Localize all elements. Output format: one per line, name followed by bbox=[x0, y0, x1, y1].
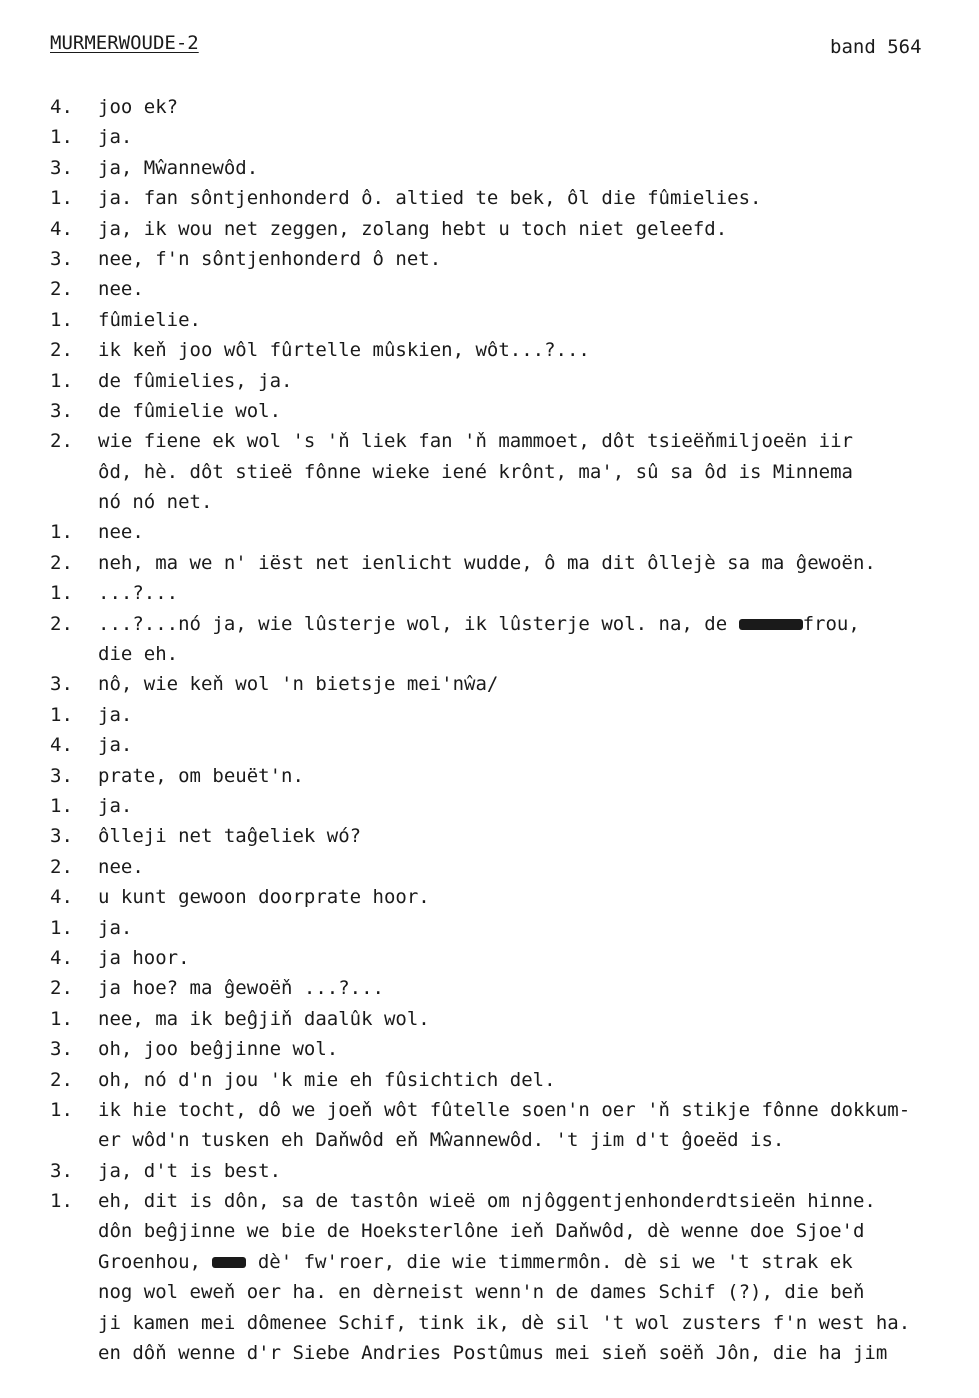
transcript-line bbox=[0, 913, 979, 943]
speaker-number: 3. bbox=[50, 399, 73, 422]
speaker-number: 3. bbox=[50, 673, 73, 696]
speaker-number: 1. bbox=[50, 582, 73, 605]
transcript-line bbox=[0, 1186, 979, 1216]
transcript-line bbox=[0, 1156, 979, 1186]
speaker-number: 4. bbox=[50, 734, 73, 757]
transcript-line bbox=[0, 1338, 979, 1368]
transcript-line bbox=[0, 1125, 979, 1155]
transcript-line bbox=[0, 457, 979, 487]
speaker-number: 1. bbox=[50, 369, 73, 392]
speaker-number: 3. bbox=[50, 156, 73, 179]
redaction-mark bbox=[212, 1257, 246, 1268]
transcript-line bbox=[0, 274, 979, 304]
line-text: ôd, hè. dôt stieë fônne wieke iené krônt, ma', sû sa ôd is Minnema bbox=[98, 460, 853, 483]
line-text: dôn beĝjinne we bie de Hoeksterlône ieň Daňwôd, dè wenne doe Sjoe'd bbox=[98, 1220, 865, 1243]
transcript-line bbox=[0, 122, 979, 152]
transcript-line bbox=[0, 426, 979, 456]
speaker-number: 4. bbox=[50, 96, 73, 118]
speaker-number: 1. bbox=[50, 703, 73, 726]
transcript-line bbox=[0, 1247, 979, 1277]
line-text: ja. bbox=[98, 126, 133, 149]
line-text: ja. fan sôntjenhonderd ô. altied te bek, ôl die fûmielies. bbox=[98, 187, 762, 210]
line-text: prate, om beuët'n. bbox=[98, 764, 304, 787]
line-text bbox=[98, 1247, 853, 1277]
speaker-number: 2. bbox=[50, 612, 73, 635]
transcript-line bbox=[0, 852, 979, 882]
transcript-line bbox=[0, 517, 979, 547]
speaker-number: 3. bbox=[50, 247, 73, 270]
line-text: ik hie tocht, dô we joeň wôt fûtelle soen'n oer 'ň stikje fônne dokkum- bbox=[98, 1098, 911, 1121]
speaker-number: 3. bbox=[50, 1038, 73, 1061]
transcript-line bbox=[0, 1277, 979, 1307]
band-number: band 564 bbox=[830, 36, 922, 58]
line-text: de fûmielies, ja. bbox=[98, 369, 293, 392]
transcript-line bbox=[0, 92, 979, 122]
speaker-number: 1. bbox=[50, 916, 73, 939]
line-text: nee. bbox=[98, 521, 144, 544]
transcript-line bbox=[0, 1065, 979, 1095]
line-text-before: ...?...nó ja, wie lûsterje wol, ik lûsterje wol. na, de bbox=[98, 612, 739, 635]
line-text: nee, f'n sôntjenhonderd ô net. bbox=[98, 247, 442, 270]
line-text: neh, ma we n' iëst net ienlicht wudde, ô ma dit ôllejè sa ma ĝewoën. bbox=[98, 551, 876, 574]
speaker-number: 3. bbox=[50, 1159, 73, 1182]
transcript-line bbox=[0, 548, 979, 578]
line-text: fûmielie. bbox=[98, 308, 201, 331]
speaker-number: 2. bbox=[50, 551, 73, 574]
speaker-number: 1. bbox=[50, 187, 73, 210]
transcript-line bbox=[0, 821, 979, 851]
speaker-number: 2. bbox=[50, 339, 73, 362]
transcript-line bbox=[0, 639, 979, 669]
transcript-line bbox=[0, 1216, 979, 1246]
line-text-after: frou, bbox=[802, 612, 860, 635]
line-text: ja hoor. bbox=[98, 946, 190, 969]
speaker-number: 1. bbox=[50, 1190, 73, 1213]
transcript-line bbox=[0, 669, 979, 699]
transcript-line bbox=[0, 305, 979, 335]
transcript-line bbox=[0, 396, 979, 426]
line-text: ja hoe? ma ĝewoëň ...?... bbox=[98, 977, 384, 1000]
line-text: oh, nó d'n jou 'k mie eh fûsichtich del. bbox=[98, 1068, 556, 1091]
transcript-line bbox=[0, 366, 979, 396]
line-text: nee. bbox=[98, 855, 144, 878]
document-title: MURMERWOUDE-2 bbox=[50, 32, 199, 54]
speaker-number: 2. bbox=[50, 430, 73, 453]
line-text: de fûmielie wol. bbox=[98, 399, 282, 422]
transcript-lines bbox=[0, 92, 979, 1368]
transcript-line bbox=[0, 791, 979, 821]
line-text: eh, dit is dôn, sa de tastôn wieë om njôggentjenhonderdtsieën hinne. bbox=[98, 1190, 876, 1213]
line-text: ji kamen mei dômenee Schif, tink ik, dè sil 't wol zusters f'n west ha. bbox=[98, 1311, 911, 1334]
transcript-line bbox=[0, 153, 979, 183]
line-text: nog wol eweň oer ha. en dèrneist wenn'n de dames Schif (?), die beň bbox=[98, 1281, 865, 1304]
line-text: die eh. bbox=[98, 643, 179, 666]
speaker-number: 1. bbox=[50, 794, 73, 817]
transcript-line bbox=[0, 1004, 979, 1034]
line-text: wie fiene ek wol 's 'ň liek fan 'ň mammoet, dôt tsieëňmiljoeën iir bbox=[98, 430, 853, 453]
line-text: joo ek? bbox=[98, 96, 179, 118]
speaker-number: 2. bbox=[50, 855, 73, 878]
speaker-number: 2. bbox=[50, 977, 73, 1000]
line-text: nó nó net. bbox=[98, 491, 213, 514]
line-text: oh, joo beĝjinne wol. bbox=[98, 1038, 339, 1061]
line-text: ...?... bbox=[98, 582, 179, 605]
transcript-line bbox=[0, 761, 979, 791]
line-text: ja. bbox=[98, 794, 133, 817]
transcript-line bbox=[0, 335, 979, 365]
transcript-line bbox=[0, 1095, 979, 1125]
transcript-line bbox=[0, 244, 979, 274]
speaker-number: 4. bbox=[50, 217, 73, 240]
line-text: ja. bbox=[98, 916, 133, 939]
speaker-number: 2. bbox=[50, 278, 73, 301]
transcript-line bbox=[0, 943, 979, 973]
speaker-number: 1. bbox=[50, 126, 73, 149]
transcript-line bbox=[0, 609, 979, 639]
line-text bbox=[98, 609, 860, 639]
transcript-line bbox=[0, 882, 979, 912]
transcript-line bbox=[0, 1034, 979, 1064]
transcript-line bbox=[0, 700, 979, 730]
line-text-before: Groenhou, bbox=[98, 1250, 213, 1273]
transcript-line bbox=[0, 1308, 979, 1338]
line-text: ja, Mŵannewôd. bbox=[98, 156, 259, 179]
line-text: ik keň joo wôl fûrtelle mûskien, wôt...?... bbox=[98, 339, 590, 362]
line-text: nô, wie keň wol 'n bietsje mei'nŵa/ bbox=[98, 673, 499, 696]
transcript-line bbox=[0, 973, 979, 1003]
transcript-line bbox=[0, 183, 979, 213]
line-text: ôlleji net taĝeliek wó? bbox=[98, 825, 362, 848]
speaker-number: 3. bbox=[50, 764, 73, 787]
line-text: nee, ma ik beĝjiň daalûk wol. bbox=[98, 1007, 430, 1030]
transcript-line bbox=[0, 214, 979, 244]
line-text: nee. bbox=[98, 278, 144, 301]
speaker-number: 4. bbox=[50, 946, 73, 969]
speaker-number: 3. bbox=[50, 825, 73, 848]
line-text: u kunt gewoon doorprate hoor. bbox=[98, 886, 430, 909]
speaker-number: 1. bbox=[50, 308, 73, 331]
speaker-number: 4. bbox=[50, 886, 73, 909]
speaker-number: 1. bbox=[50, 1007, 73, 1030]
speaker-number: 1. bbox=[50, 521, 73, 544]
transcript-line bbox=[0, 730, 979, 760]
speaker-number: 1. bbox=[50, 1098, 73, 1121]
line-text: en dôň wenne d'r Siebe Andries Postûmus mei sieň soëň Jôn, die ha jim bbox=[98, 1342, 888, 1365]
transcript-line bbox=[0, 578, 979, 608]
transcript-line bbox=[0, 487, 979, 517]
line-text-after: dè' fw'roer, die wie timmermôn. dè si we 't strak ek bbox=[246, 1250, 853, 1273]
speaker-number: 2. bbox=[50, 1068, 73, 1091]
redaction-mark bbox=[739, 619, 803, 630]
line-text: ja, ik wou net zeggen, zolang hebt u toch niet geleefd. bbox=[98, 217, 728, 240]
line-text: ja, d't is best. bbox=[98, 1159, 282, 1182]
line-text: er wôd'n tusken eh Daňwôd eň Mŵannewôd. 't jim d't ĝoeëd is. bbox=[98, 1129, 785, 1152]
line-text: ja. bbox=[98, 703, 133, 726]
line-text: ja. bbox=[98, 734, 133, 757]
